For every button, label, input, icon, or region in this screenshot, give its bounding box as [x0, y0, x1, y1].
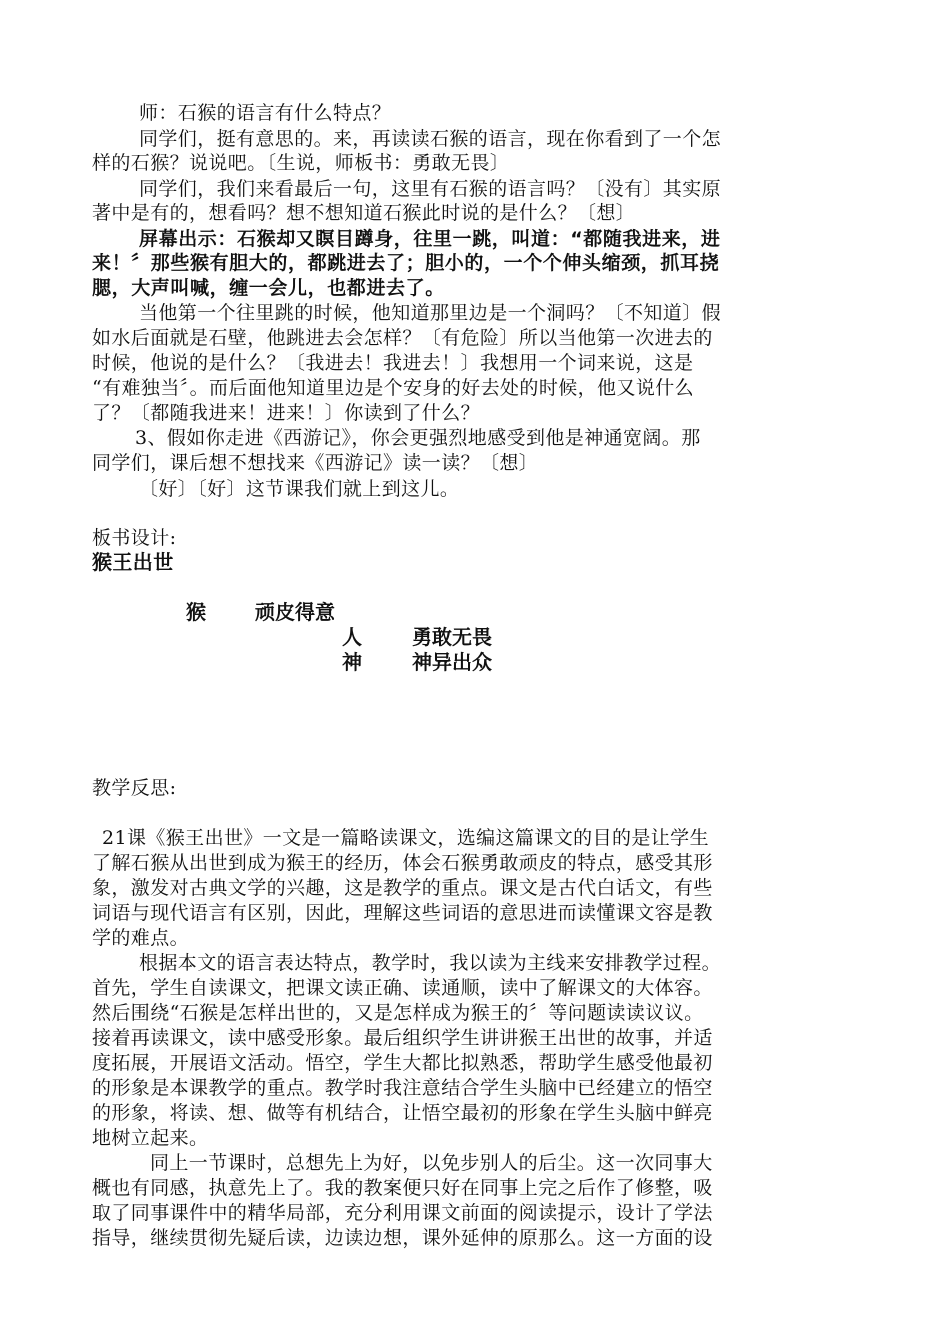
board-word-hou: 猴 — [186, 600, 206, 624]
paragraph-line: 当他第一个往里跳的时候，他知道那里边是一个洞吗？〔不知道〕假 — [139, 302, 722, 324]
reflection-line: 21课《猴王出世》一文是一篇略读课文，选编这篇课文的目的是让学生 — [102, 827, 709, 849]
reflection-line: 度拓展，开展语文活动。悟空，学生大都比拟熟悉，帮助学生感受他最初 — [92, 1052, 713, 1074]
paragraph-line: 3、假如你走进《西游记》，你会更强烈地感受到他是神通宽阔。那 — [135, 427, 701, 449]
screen-quote-line: 腮，大声叫喊，缠一会儿，也都进去了。 — [92, 277, 445, 299]
reflection-line: 词语与现代语言有区别，因此，理解这些词语的意思进而读懂课文容是教 — [92, 902, 713, 924]
screen-quote-line: 屏幕出示：石猴却又瞑目蹲身，往里一跳，叫道：“都随我进来，进 — [139, 228, 721, 250]
reflection-line: 学的难点。 — [92, 927, 190, 949]
paragraph-line: 样的石猴？说说吧。〔生说，师板书：勇敢无畏〕 — [92, 152, 510, 174]
paragraph-line: 如水后面就是石壁，他跳进去会怎样？〔有危险〕所以当他第一次进去的 — [92, 327, 713, 349]
paragraph-line: 同学们，课后想不想找来《西游记》读一读？〔想〕 — [92, 452, 539, 474]
screen-quote-line: 来！〞那些猴有胆大的，都跳进去了；胆小的，一个个伸头缩颈，抓耳挠 — [92, 252, 720, 274]
paragraph-line: “有难独当〞。而后面他知道里边是个安身的好去处的时候，他又说什么 — [92, 377, 695, 399]
reflection-line: 同上一节课时，总想先上为好，以免步别人的后尘。这一次同事大 — [150, 1152, 713, 1174]
reflection-line: 了解石猴从出世到成为猴王的经历，体会石猴勇敢顽皮的特点，感受其形 — [92, 852, 713, 874]
reflection-line: 概也有同感，执意先上了。我的教案便只好在同事上完之后作了修整，吸 — [92, 1177, 713, 1199]
board-phrase-shenyi: 神异出众 — [412, 650, 492, 674]
reflection-line: 的形象是本课教学的重点。教学时我注意结合学生头脑中已经建立的悟空 — [92, 1077, 713, 1099]
board-phrase-yonggan: 勇敢无畏 — [412, 625, 492, 649]
paragraph-line: 师：石猴的语言有什么特点？ — [139, 102, 392, 124]
reflection-line: 的形象，将读、想、做等有机结合，让悟空最初的形象在学生头脑中鲜亮 — [92, 1102, 713, 1124]
reflection-line: 首先，学生自读课文，把课文读正确、读通顺，读中了解课文的大体容。 — [92, 977, 713, 999]
board-word-shen: 神 — [342, 650, 362, 674]
reflection-line: 接着再读课文，读中感受形象。最后组织学生讲讲猴王出世的故事，并适 — [92, 1027, 713, 1049]
reflection-line: 取了同事课件中的精华局部，充分利用课文前面的阅读提示，设计了学法 — [92, 1202, 713, 1224]
board-design-title: 猴王出世 — [92, 550, 174, 574]
reflection-label: 教学反思: — [92, 777, 177, 799]
reflection-line: 地树立起来。 — [92, 1127, 209, 1149]
paragraph-line: 同学们，我们来看最后一句，这里有石猴的语言吗？〔没有〕其实原 — [139, 178, 722, 200]
board-word-ren: 人 — [342, 625, 362, 649]
paragraph-line: 〔好〕〔好〕这节课我们就上到这儿。 — [139, 478, 460, 500]
paragraph-line: 时候，他说的是什么？〔我进去！我进去！〕我想用一个词来说，这是 — [92, 352, 694, 374]
reflection-line: 根据本文的语言表达特点，教学时，我以读为主线来安排教学过程。 — [139, 952, 722, 974]
paragraph-line: 了？〔都随我进来！进来！〕你读到了什么？ — [92, 402, 481, 424]
board-phrase-wanpi: 顽皮得意 — [255, 600, 335, 624]
reflection-line: 指导，继续贯彻先疑后读，边读边想，课外延伸的原那么。这一方面的设 — [92, 1227, 713, 1249]
paragraph-line: 著中是有的，想看吗？想不想知道石猴此时说的是什么？〔想〕 — [92, 202, 636, 224]
reflection-line: 象，激发对古典文学的兴趣，这是教学的重点。课文是古代白话文，有些 — [92, 877, 713, 899]
paragraph-line: 同学们，挺有意思的。来，再读读石猴的语言，现在你看到了一个怎 — [139, 128, 722, 150]
board-design-label: 板书设计: — [92, 527, 177, 549]
reflection-line: 然后围绕“石猴是怎样出世的，又是怎样成为猴王的〞等问题读读议议。 — [92, 1002, 704, 1024]
